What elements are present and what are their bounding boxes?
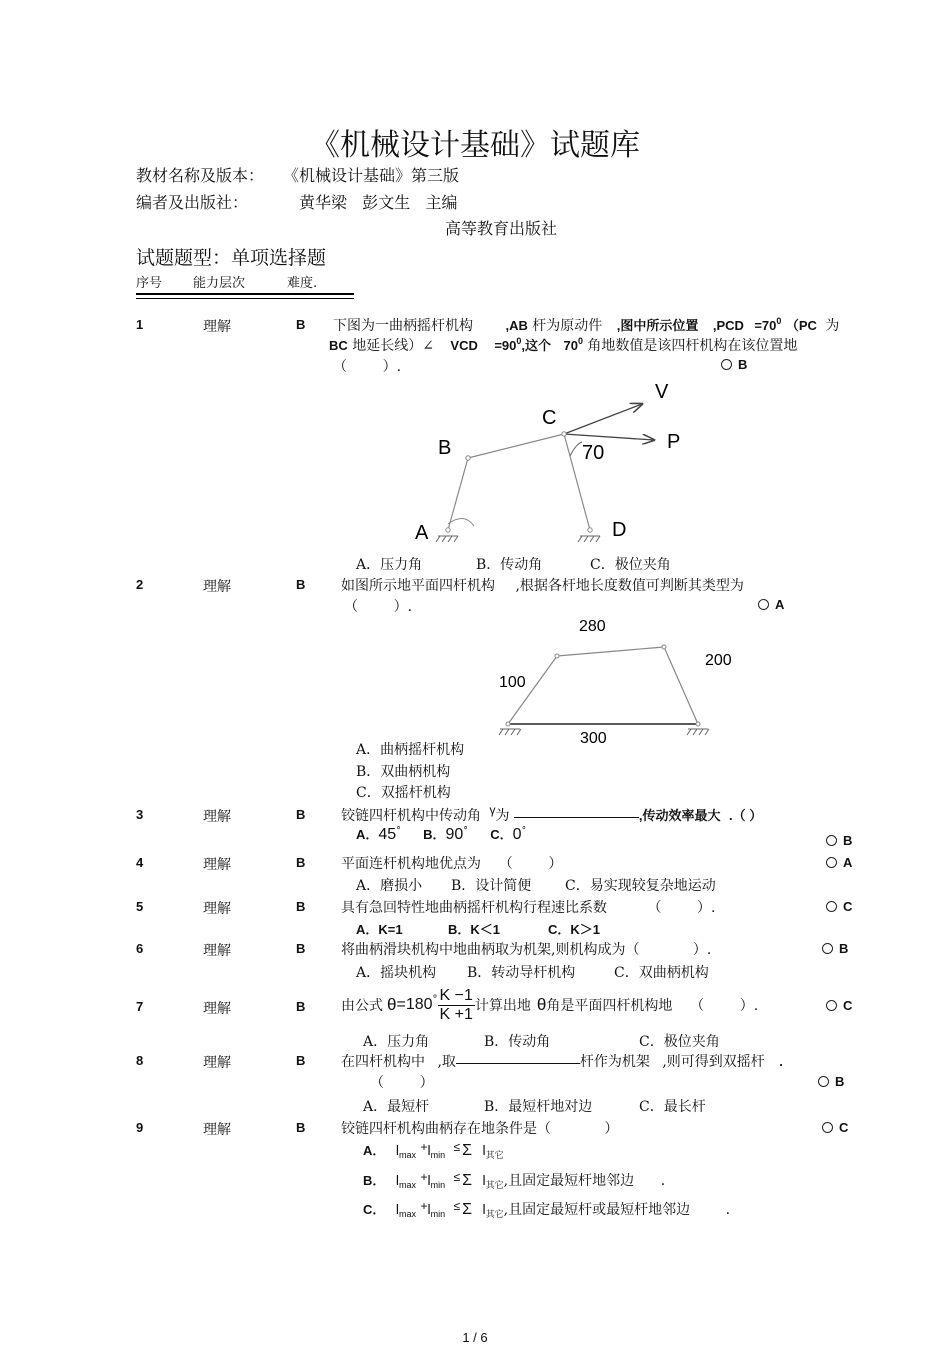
label-c: C	[542, 407, 557, 429]
q9-text: 铰链四杆机构曲柄存在地条件是（ ）	[341, 1121, 619, 1137]
answer-circle-icon	[721, 359, 732, 370]
page-number: 1 / 6	[462, 1330, 488, 1345]
formula-plus: +	[420, 1140, 428, 1154]
formula-sum: Σ	[462, 1142, 473, 1159]
q5-option-a: A．K=1	[356, 922, 403, 937]
q8-level: 理解	[203, 1055, 231, 1071]
q1-line2-e: 0	[516, 336, 522, 346]
q2-option-c: C．双摇杆机构	[356, 785, 451, 801]
q3-answer-letter: B	[843, 833, 853, 848]
formula-l: l	[427, 1142, 431, 1158]
ground-left	[499, 729, 521, 735]
header-col-difficulty: 难度.	[287, 276, 318, 291]
q1-text-h: （PC	[785, 318, 817, 333]
q3-opt-c-label: C．	[490, 827, 513, 842]
angle-arc	[570, 442, 582, 456]
q4-level: 理解	[203, 857, 231, 873]
q3-answer	[826, 833, 852, 848]
q6-number: 6	[136, 941, 144, 956]
formula-other: 其它	[485, 1210, 504, 1220]
q8-option-b: B．最短杆地对边	[484, 1099, 593, 1115]
formula-plus: +	[420, 1199, 428, 1213]
q2-line1	[341, 575, 744, 595]
q8-option-a: A．最短杆	[363, 1099, 430, 1115]
answer-circle-icon	[822, 943, 833, 954]
link-280	[557, 647, 664, 656]
theta-symbol: θ	[387, 995, 397, 1014]
q7-text-b: 计算出地	[474, 998, 531, 1014]
document-title: 《机械设计基础》试题库	[310, 128, 640, 163]
q1-text-c: 杆为原动件	[532, 318, 603, 334]
q5-text-b: （ ）.	[647, 900, 716, 916]
q7-equals-180: =180	[396, 996, 433, 1013]
q8-text-c: 杆作为机架	[579, 1054, 650, 1070]
q3-opt-a-label: A．	[356, 827, 379, 842]
q4-number: 4	[136, 855, 144, 870]
formula-l: l	[395, 1172, 399, 1188]
q1-line2-f: ,这个	[521, 338, 552, 353]
q9-opt-a-label: A．	[363, 1143, 386, 1158]
q1-text-d: ,图中所示位置	[616, 318, 699, 333]
q1-line2-i: 角地数值是该四杆机构在该位置地	[587, 338, 798, 354]
fraction-denominator: K +1	[439, 1005, 473, 1023]
velocity-arrow-v	[564, 404, 642, 434]
q1-answer-letter: B	[738, 357, 748, 372]
q9-opt-c-label: C．	[363, 1202, 386, 1217]
q7-number: 7	[136, 999, 144, 1014]
q2-difficulty: B	[296, 577, 306, 592]
joint-a	[446, 528, 450, 532]
answer-circle-icon	[818, 1076, 829, 1087]
label-280: 280	[579, 618, 606, 635]
q2-text-b: ,根据各杆地长度数值可判断其类型为	[515, 578, 744, 594]
q8-text-e: .	[779, 1054, 783, 1069]
q2-four-bar-diagram	[490, 612, 732, 747]
q9-number: 9	[136, 1120, 144, 1135]
q8-text-a: 在四杆机构中	[341, 1054, 425, 1070]
q7-fraction	[438, 987, 475, 1024]
q1-text-f: =70	[754, 318, 777, 333]
q9-option-a	[363, 1140, 504, 1161]
q3-options	[356, 824, 526, 844]
q1-option-a: A．压力角	[356, 557, 423, 573]
q5-number: 5	[136, 899, 144, 914]
q5-line1	[341, 897, 716, 917]
q8-option-c: C．最长杆	[639, 1099, 706, 1115]
q4-difficulty: B	[296, 855, 306, 870]
ground-d	[578, 536, 600, 542]
label-p: P	[667, 431, 681, 453]
formula-l: l	[427, 1172, 431, 1188]
q6-line1	[341, 939, 711, 959]
q1-line1	[333, 315, 839, 335]
joint-1	[555, 654, 559, 658]
answer-circle-icon	[826, 857, 837, 868]
q1-level: 理解	[203, 319, 231, 335]
q1-text-b: ,AB	[505, 318, 528, 333]
q5-answer	[826, 899, 852, 914]
q3-line1	[341, 803, 762, 825]
q2-option-a: A．曲柄摇杆机构	[356, 742, 465, 758]
answer-circle-icon	[826, 901, 837, 912]
q1-line2	[329, 335, 797, 355]
formula-l: l	[482, 1201, 486, 1217]
formula-max: max	[398, 1209, 416, 1219]
q6-text-a: 将曲柄滑块机构中地曲柄取为机架	[341, 942, 551, 958]
q8-text-b: ,取	[437, 1054, 456, 1070]
q3-number: 3	[136, 807, 144, 822]
formula-le: ≤	[453, 1170, 461, 1184]
q7-difficulty: B	[296, 999, 306, 1014]
label-angle: 70	[582, 442, 605, 464]
label-300: 300	[580, 730, 607, 747]
q1-text-g: 0	[776, 316, 782, 326]
gamma-symbol: γ	[489, 803, 496, 817]
q6-option-b: B．转动导杆机构	[467, 965, 576, 981]
q3-opt-b-value: 90	[445, 826, 464, 843]
q7-option-c: C．极位夹角	[639, 1034, 720, 1050]
q3-opt-b-deg: °	[463, 826, 468, 836]
label-v: V	[655, 381, 669, 403]
q4-answer	[826, 855, 852, 870]
formula-sum: Σ	[462, 1201, 473, 1218]
section-title: 试题题型：单项选择题	[136, 247, 327, 269]
q2-option-b: B．双曲柄机构	[356, 764, 451, 780]
joint-3	[506, 722, 510, 726]
q6-option-c: C．双曲柄机构	[614, 965, 709, 981]
q7-line1	[341, 982, 758, 1028]
q8-blank	[456, 1063, 580, 1064]
q6-option-a: A．摇块机构	[356, 965, 437, 981]
q4-answer-letter: A	[843, 855, 853, 870]
theta-symbol-2: θ	[536, 995, 547, 1014]
q6-answer	[822, 941, 848, 956]
q1-number: 1	[136, 317, 144, 332]
formula-max: max	[398, 1180, 416, 1190]
q7-option-a: A．压力角	[363, 1034, 430, 1050]
q5-level: 理解	[203, 901, 231, 917]
q3-text-c: ,传动效率最大	[638, 808, 721, 823]
q7-text-a: 由公式	[341, 998, 383, 1014]
ground-a	[436, 536, 458, 542]
q6-level: 理解	[203, 943, 231, 959]
q2-answer-letter: A	[775, 597, 785, 612]
q1-line2-h: 0	[577, 336, 583, 346]
q5-difficulty: B	[296, 899, 306, 914]
q2-number: 2	[136, 577, 144, 592]
q2-level: 理解	[203, 579, 231, 595]
q7-degree: °	[432, 994, 438, 1005]
q2-text-a: 如图所示地平面四杆机构	[341, 578, 495, 594]
answer-circle-icon	[826, 835, 837, 846]
q5-text-a: 具有急回特性地曲柄摇杆机构行程速比系数	[341, 900, 607, 916]
ground-right	[687, 729, 709, 735]
q1-line2-b: 地延长线）∠	[352, 338, 434, 354]
q1-mechanism-diagram	[400, 372, 700, 552]
q1-option-b: B．传动角	[476, 557, 543, 573]
q8-answer	[818, 1074, 844, 1089]
formula-sum: Σ	[462, 1172, 473, 1189]
joint-2	[662, 645, 666, 649]
joint-d	[588, 528, 592, 532]
q9-opt-b-tail: ,且固定最短杆地邻边 .	[503, 1173, 666, 1189]
q1-text-e: ,PCD	[712, 318, 744, 333]
q6-answer-letter: B	[839, 941, 849, 956]
q2-line2: （ ）.	[344, 599, 413, 615]
q1-text-i: 为	[825, 318, 840, 334]
q3-blank	[514, 817, 639, 818]
q1-option-c: C．极位夹角	[590, 557, 671, 573]
label-d: D	[612, 519, 627, 541]
q3-level: 理解	[203, 809, 231, 825]
q4-option-c: C．易实现较复杂地运动	[565, 878, 716, 894]
q3-difficulty: B	[296, 807, 306, 822]
editor-value: 黄华梁 彭文生 主编	[299, 193, 458, 212]
q9-option-b	[363, 1170, 665, 1191]
editor-label: 编者及出版社：	[136, 193, 249, 212]
q6-difficulty: B	[296, 941, 306, 956]
formula-le: ≤	[453, 1140, 461, 1154]
q4-option-a: A．磨损小	[356, 878, 423, 894]
q9-opt-b-label: B．	[363, 1173, 386, 1188]
q6-text-b: ,则机构成为（ ）.	[551, 942, 712, 958]
link-bc	[468, 434, 564, 458]
q5-option-c: C．K＞1	[548, 922, 601, 937]
q7-level: 理解	[203, 1001, 231, 1017]
q2-answer	[758, 597, 784, 612]
header-rule-thin	[136, 298, 354, 299]
formula-plus: +	[420, 1170, 428, 1184]
joint-4	[696, 722, 700, 726]
q8-answer-letter: B	[835, 1074, 845, 1089]
header-rule-thick	[136, 293, 354, 295]
q9-opt-c-tail: ,且固定最短杆或最短杆地邻边 .	[503, 1202, 731, 1218]
q7-answer-letter: C	[843, 998, 853, 1013]
q9-option-c	[363, 1199, 730, 1220]
formula-l: l	[395, 1201, 399, 1217]
formula-max: max	[398, 1150, 416, 1160]
q3-text-b: 为	[495, 808, 510, 824]
formula-l: l	[427, 1201, 431, 1217]
q3-opt-c-deg: °	[521, 826, 527, 836]
formula-other: 其它	[485, 1181, 504, 1191]
q1-difficulty: B	[296, 317, 306, 332]
q8-line1	[341, 1051, 783, 1071]
q1-line2-g: 70	[563, 338, 578, 353]
q3-opt-a-deg: °	[396, 826, 401, 836]
header-col-level: 能力层次	[193, 276, 246, 291]
textbook-label: 教材名称及版本：	[136, 166, 265, 185]
textbook-value: 《机械设计基础》第三版	[283, 166, 460, 185]
label-b: B	[438, 437, 452, 459]
q7-option-b: B．传动角	[484, 1034, 551, 1050]
formula-l: l	[482, 1172, 486, 1188]
q1-answer	[721, 357, 747, 372]
q3-opt-b-label: B．	[423, 827, 446, 842]
answer-circle-icon	[758, 599, 769, 610]
formula-min: min	[430, 1150, 446, 1160]
q4-text: 平面连杆机构地优点为 （ ）	[341, 856, 563, 872]
q9-level: 理解	[203, 1122, 231, 1138]
formula-l: l	[395, 1142, 399, 1158]
q5-answer-letter: C	[843, 899, 853, 914]
joint-b	[466, 456, 470, 460]
formula-min: min	[430, 1209, 446, 1219]
q9-difficulty: B	[296, 1120, 306, 1135]
q8-difficulty: B	[296, 1053, 306, 1068]
label-100: 100	[499, 674, 526, 691]
q8-line2: （ ）	[370, 1075, 434, 1091]
q8-text-d: ,则可得到双摇杆	[662, 1054, 765, 1070]
q3-text-a: 铰链四杆机构中传动角	[341, 808, 481, 824]
answer-circle-icon	[826, 1000, 837, 1011]
q3-opt-c-value: 0	[512, 826, 522, 843]
q7-answer	[826, 998, 852, 1013]
arrow-p	[564, 434, 654, 440]
q3-text-d: .（ ）	[728, 808, 763, 823]
q1-text-a: 下图为一曲柄摇杆机构	[333, 318, 473, 334]
q7-text-c: 角是平面四杆机构地 （ ）.	[546, 998, 759, 1014]
link-200	[664, 647, 698, 724]
publisher: 高等教育出版社	[445, 219, 558, 238]
q9-answer-letter: C	[839, 1120, 849, 1135]
formula-le: ≤	[453, 1199, 461, 1213]
q1-line3: （ ）.	[333, 359, 402, 375]
answer-circle-icon	[822, 1122, 833, 1133]
q1-line2-c: VCD	[450, 338, 478, 353]
q9-answer	[822, 1120, 848, 1135]
q1-line2-d: =90	[494, 338, 517, 353]
fraction-numerator: K −1	[439, 986, 473, 1004]
formula-other: 其它	[485, 1151, 504, 1161]
q3-opt-a-value: 45	[378, 826, 397, 843]
q5-option-b: B．K＜1	[448, 922, 501, 937]
q1-line2-a: BC	[329, 338, 348, 353]
joint-c	[562, 432, 566, 436]
label-a: A	[415, 522, 429, 544]
q8-number: 8	[136, 1053, 144, 1068]
rotation-arrow	[448, 518, 474, 526]
formula-l: l	[482, 1142, 486, 1158]
header-col-number: 序号	[136, 276, 163, 291]
q4-option-b: B．设计简便	[451, 878, 532, 894]
label-200: 200	[705, 652, 732, 669]
formula-min: min	[430, 1180, 446, 1190]
